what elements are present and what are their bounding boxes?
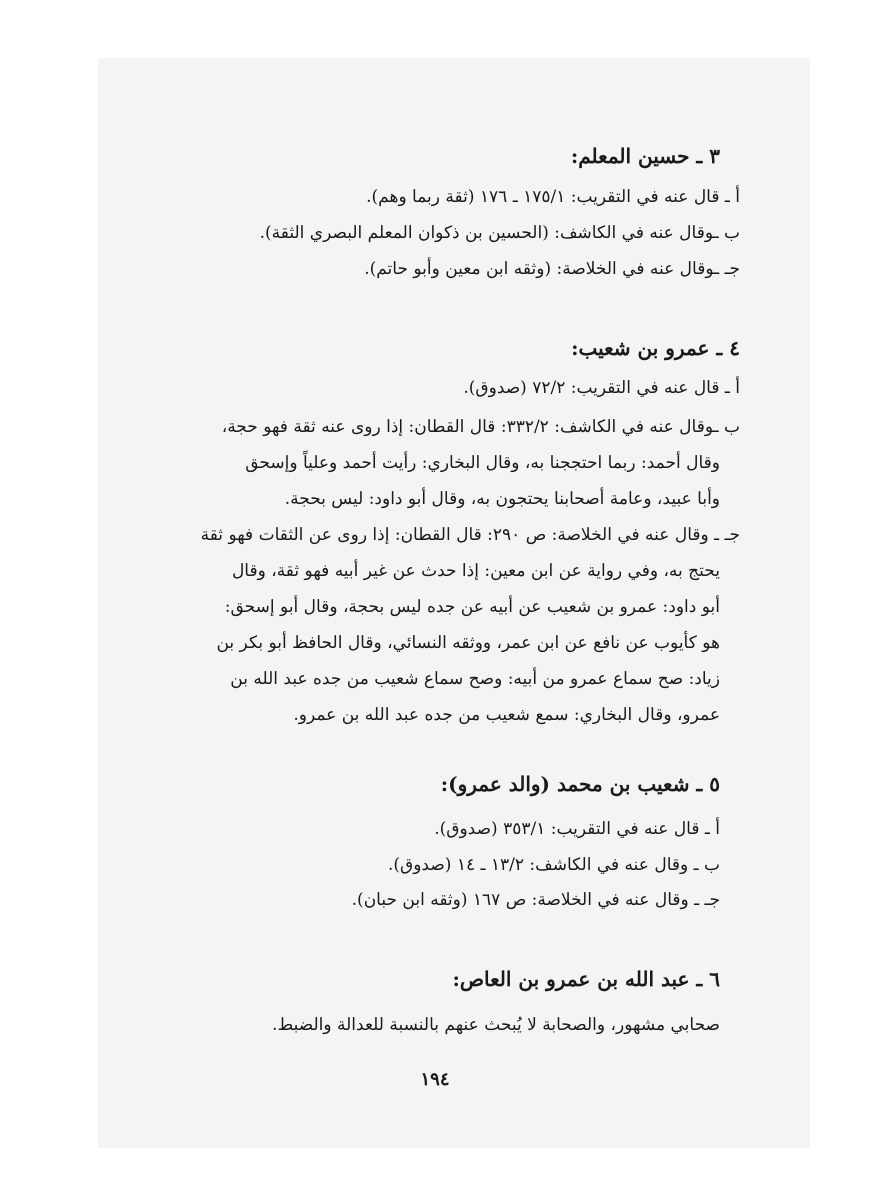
section-4-line-a: أ ـ قال عنه في التقريب: ٧٢/٢ (صدوق). xyxy=(463,378,740,398)
section-5-line-b: ب ـ وقال عنه في الكاشف: ١٣/٢ ـ ١٤ (صدوق). xyxy=(387,855,720,875)
section-4-line-c1: جـ ـ وقال عنه في الخلاصة: ص ٢٩٠: قال القطان: إذا روى عن الثقات فهو ثقة xyxy=(200,525,740,545)
section-6-line: صحابي مشهور، والصحابة لا يُبحث عنهم بالنسبة للعدالة والضبط. xyxy=(272,1015,720,1035)
section-3-line-a: أ ـ قال عنه في التقريب: ١٧٥/١ ـ ١٧٦ (ثقة ربما وهم). xyxy=(366,187,740,207)
section-5-line-a: أ ـ قال عنه في التقريب: ٣٥٣/١ (صدوق). xyxy=(434,819,720,839)
section-4-line-c3: أبو داود: عمرو بن شعيب عن أبيه عن جده ليس بحجة، وقال أبو إسحق: xyxy=(224,597,720,617)
heading-hussein-al-muallim: ٣ ـ حسين المعلم: xyxy=(570,144,720,168)
heading-shuayb-bin-muhammad: ٥ ـ شعيب بن محمد (والد عمرو): xyxy=(440,772,720,796)
section-4-line-c4: هو كأيوب عن نافع عن ابن عمر، ووثقه النسائي، وقال الحافظ أبو بكر بن xyxy=(216,633,720,653)
section-4-line-c2: يحتج به، وفي رواية عن ابن معين: إذا حدث عن غير أبيه فهو ثقة، وقال xyxy=(231,561,720,581)
page-number: ١٩٤ xyxy=(420,1069,450,1090)
section-3-line-b: ب ـوقال عنه في الكاشف: (الحسين بن ذكوان المعلم البصري الثقة). xyxy=(259,223,740,243)
section-4-line-b2: وقال أحمد: ربما احتججنا به، وقال البخاري: رأيت أحمد وعلياً وإسحق xyxy=(245,453,720,473)
section-3-line-c: جـ ـوقال عنه في الخلاصة: (وثقه ابن معين وأبو حاتم). xyxy=(364,259,740,279)
section-4-line-b3: وأبا عبيد، وعامة أصحابنا يحتجون به، وقال أبو داود: ليس بحجة. xyxy=(284,489,720,509)
section-5-line-c: جـ ـ وقال عنه في الخلاصة: ص ١٦٧ (وثقه ابن حبان). xyxy=(351,890,720,910)
section-4-line-b1: ب ـوقال عنه في الكاشف: ٣٣٢/٢: قال القطان: إذا روى عنه ثقة فهو حجة، xyxy=(221,417,740,437)
section-4-line-c6: عمرو، وقال البخاري: سمع شعيب من جده عبد الله بن عمرو. xyxy=(293,705,720,725)
heading-amr-bin-shuayb: ٤ ـ عمرو بن شعيب: xyxy=(571,336,740,360)
section-4-line-c5: زياد: صح سماع عمرو من أبيه: وصح سماع شعيب من جده عبد الله بن xyxy=(230,669,720,689)
heading-abdullah-bin-amr: ٦ ـ عبد الله بن عمرو بن العاص: xyxy=(452,967,720,991)
